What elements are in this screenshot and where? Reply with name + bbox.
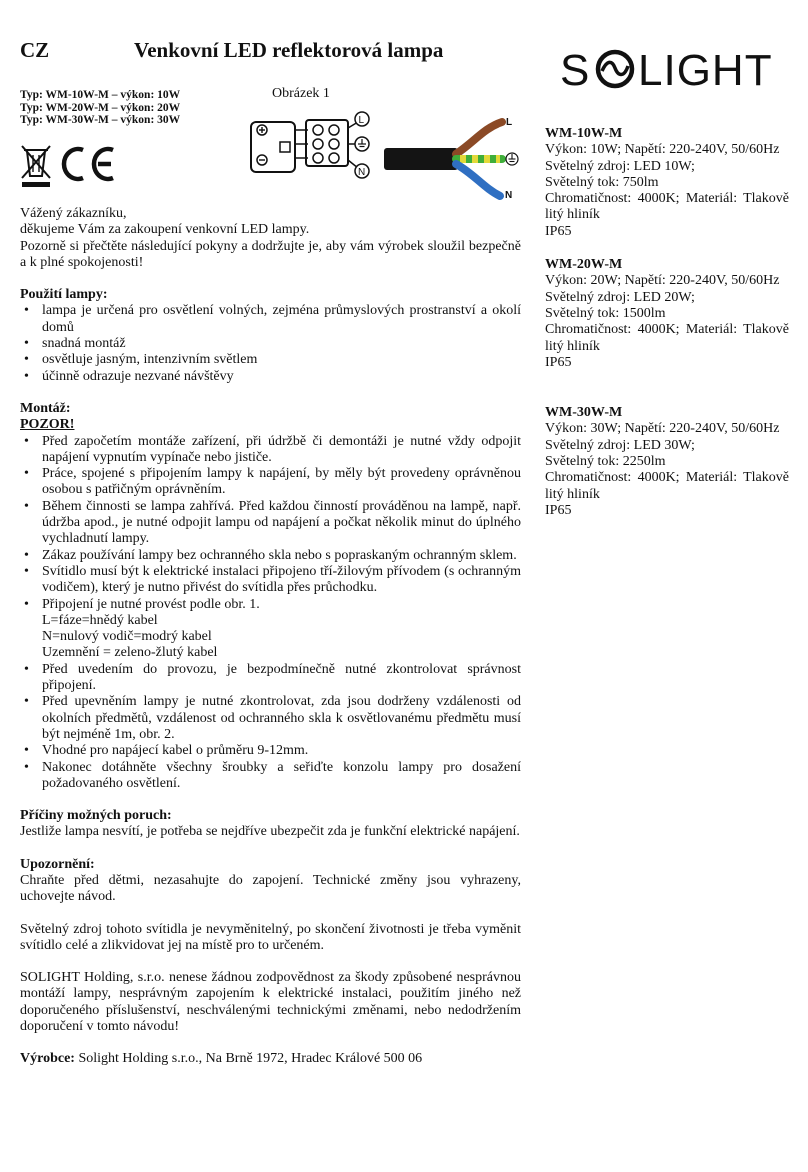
spec-line: Chromatičnost: 4000K; Materiál: Tlakově litý hliník [545, 470, 789, 502]
list-item: • Před upevněním lampy je nutné zkontrolovat, zda jsou dodrženy vzdálenosti od okolních předmětů, vzdálenost od ochranného skla k osvětlovanému předmětu musí být nejméně 1m, obr. 2. [20, 694, 521, 743]
spec-line: Výkon: 30W; Napětí: 220-240V, 50/60Hz [545, 421, 780, 437]
usage-list [20, 303, 521, 384]
list-item: • účinně odrazuje nezvané návštěvy [20, 369, 521, 385]
connection-line: L=fáze=hnědý kabel [42, 612, 158, 628]
disclaimer-text: SOLIGHT Holding, s.r.o. nenese žádnou zodpovědnost za škody způsobené nesprávnou montáží lampy, nesprávným zapojením k elektrické instalaci, použitím jiného než doporučeného příslušenství, neschválenými technickými změnami, nebo nedodržením doporučení v tomto návodu! [20, 970, 521, 1035]
lightsource-text: Světelný zdroj tohoto svítidla je nevyměnitelný, po skončení životnosti je třeba vyměnit svítidlo celé a zlikvidovat jej na místě pro to určeném. [20, 921, 521, 953]
list-item: • Během činnosti se lampa zahřívá. Před každou činností prováděnou na lampě, např. údržba apod., je nutné odpojit lampu od napájení a počkat několik minut do úplného vychladnutí lampy. [20, 499, 521, 548]
faults-heading: Příčiny možných poruch: [20, 808, 172, 824]
cable-label-n: N [505, 190, 513, 201]
certification-marks [20, 142, 120, 188]
list-item: • Vhodné pro napájecí kabel o průměru 9-12mm. [20, 743, 521, 759]
faults-text: Jestliže lampa nesvítí, je potřeba se nejdříve ubezpečit zda je funkční elektrické napájení. [20, 824, 520, 840]
list-item-connection [20, 597, 521, 662]
type-line: Typ: WM-30W-M – výkon: 30W [20, 114, 181, 126]
manufacturer-label: Výrobce: [20, 1051, 75, 1067]
terminal-block-drawing [248, 108, 376, 188]
list-item: • Práce, spojené s připojením lampy k napájení, by měly být provedeny oprávněnou osobou s patřičným oprávněním. [20, 466, 521, 499]
model-name: WM-30W-M [545, 405, 623, 421]
spec-line: Chromatičnost: 4000K; Materiál: Tlakově litý hliník [545, 191, 789, 223]
spec-line: Světelný tok: 1500lm [545, 305, 666, 321]
thanks-text: děkujeme Vám za zakoupení venkovní LED lampy. [20, 222, 310, 238]
connection-text: • Připojení je nutné provést podle obr. 1. [42, 596, 260, 612]
solight-logo [558, 38, 780, 100]
list-item: • Před uvedením do provozu, je bezpodmínečně nutné zkontrolovat správnost připojení. [20, 662, 521, 695]
spec-line: IP65 [545, 354, 572, 370]
spec-line: Světelný zdroj: LED 10W; [545, 158, 695, 174]
list-item: • lampa je určená pro osvětlení volných, zejména průmyslových prostranství a okolí domů [20, 303, 521, 336]
list-item: • Zákaz používání lampy bez ochranného skla nebo s popraskaným ochranným sklem. [20, 548, 521, 564]
model-spec-block [545, 405, 789, 519]
figure-label: Obrázek 1 [272, 86, 330, 101]
spec-line: Výkon: 10W; Napětí: 220-240V, 50/60Hz [545, 142, 780, 158]
neutral-wire [456, 164, 500, 196]
cable-sheath [384, 148, 458, 170]
model-name: WM-10W-M [545, 126, 623, 141]
caution-heading: Upozornění: [20, 856, 95, 872]
mounting-list [20, 434, 521, 793]
notice-text: Pozorně si přečtěte následující pokyny a dodržujte je, aby vám výrobek sloužil bezpečně a k plné spokojenosti! [20, 238, 521, 270]
warning-heading: POZOR! [20, 417, 75, 433]
usage-heading: Použití lampy: [20, 287, 108, 303]
type-line: Typ: WM-10W-M – výkon: 10W [20, 89, 181, 101]
spec-line: Chromatičnost: 4000K; Materiál: Tlakově litý hliník [545, 322, 789, 354]
type-line: Typ: WM-20W-M – výkon: 20W [20, 101, 181, 114]
cable-label-l: L [506, 117, 513, 128]
spec-line: Světelný tok: 750lm [545, 174, 659, 190]
list-item: • Nakonec dotáhněte všechny šroubky a seřiďte konzolu lampy pro dosažení požadovaného osvětlení. [20, 760, 521, 793]
list-item: • Před započetím montáže zařízení, při údržbě či demontáži je nutné vždy odpojit napájení vypnutím vypínače nebo jističe. [20, 434, 521, 467]
spec-column [545, 126, 789, 519]
terminal-label-l: L [358, 115, 365, 126]
language-code: CZ [20, 38, 50, 62]
list-item: • snadná montáž [20, 336, 521, 352]
type-list [20, 89, 180, 127]
svg-text:LIGHT: LIGHT [638, 46, 773, 95]
mounting-heading: Montáž: [20, 400, 71, 416]
cable-drawing [384, 112, 520, 202]
spec-line: IP65 [545, 223, 572, 239]
spec-line: Světelný zdroj: LED 30W; [545, 437, 695, 453]
ce-mark-icon [64, 149, 113, 179]
model-spec-block [545, 257, 789, 371]
weee-bin-icon [22, 146, 50, 187]
spec-line: Světelný zdroj: LED 20W; [545, 289, 695, 305]
svg-text:S: S [560, 46, 591, 95]
model-spec-block [545, 126, 789, 240]
spec-line: Světelný tok: 2250lm [545, 454, 666, 470]
model-name: WM-20W-M [545, 257, 623, 273]
list-item: • osvětluje jasným, intenzivním světlem [20, 352, 521, 368]
manufacturer-value: Solight Holding s.r.o., Na Brně 1972, Hradec Králové 500 06 [78, 1051, 423, 1067]
caution-text: Chraňte před dětmi, nezasahujte do zapojení. Technické změny jsou vyhrazeny, uchovejte návod. [20, 872, 521, 905]
manufacturer-line [20, 1051, 521, 1067]
spec-line: IP65 [545, 502, 572, 518]
logo-wave-circle-icon [598, 52, 632, 86]
main-text [20, 206, 521, 1068]
spec-line: Výkon: 20W; Napětí: 220-240V, 50/60Hz [545, 273, 780, 289]
live-wire [456, 122, 502, 154]
connection-line: N=nulový vodič=modrý kabel [42, 629, 212, 645]
list-item: • Svítidlo musí být k elektrické instalaci připojeno tří-žilovým přívodem (s ochranným vodičem), který je nutno přivést do svítidla přes průchodku. [20, 564, 521, 597]
connection-line: Uzemnění = zeleno-žlutý kabel [42, 645, 218, 661]
greeting: Vážený zákazníku, [20, 206, 127, 221]
page-title: Venkovní LED reflektorová lampa [134, 38, 444, 62]
terminal-label-n: N [358, 167, 366, 178]
